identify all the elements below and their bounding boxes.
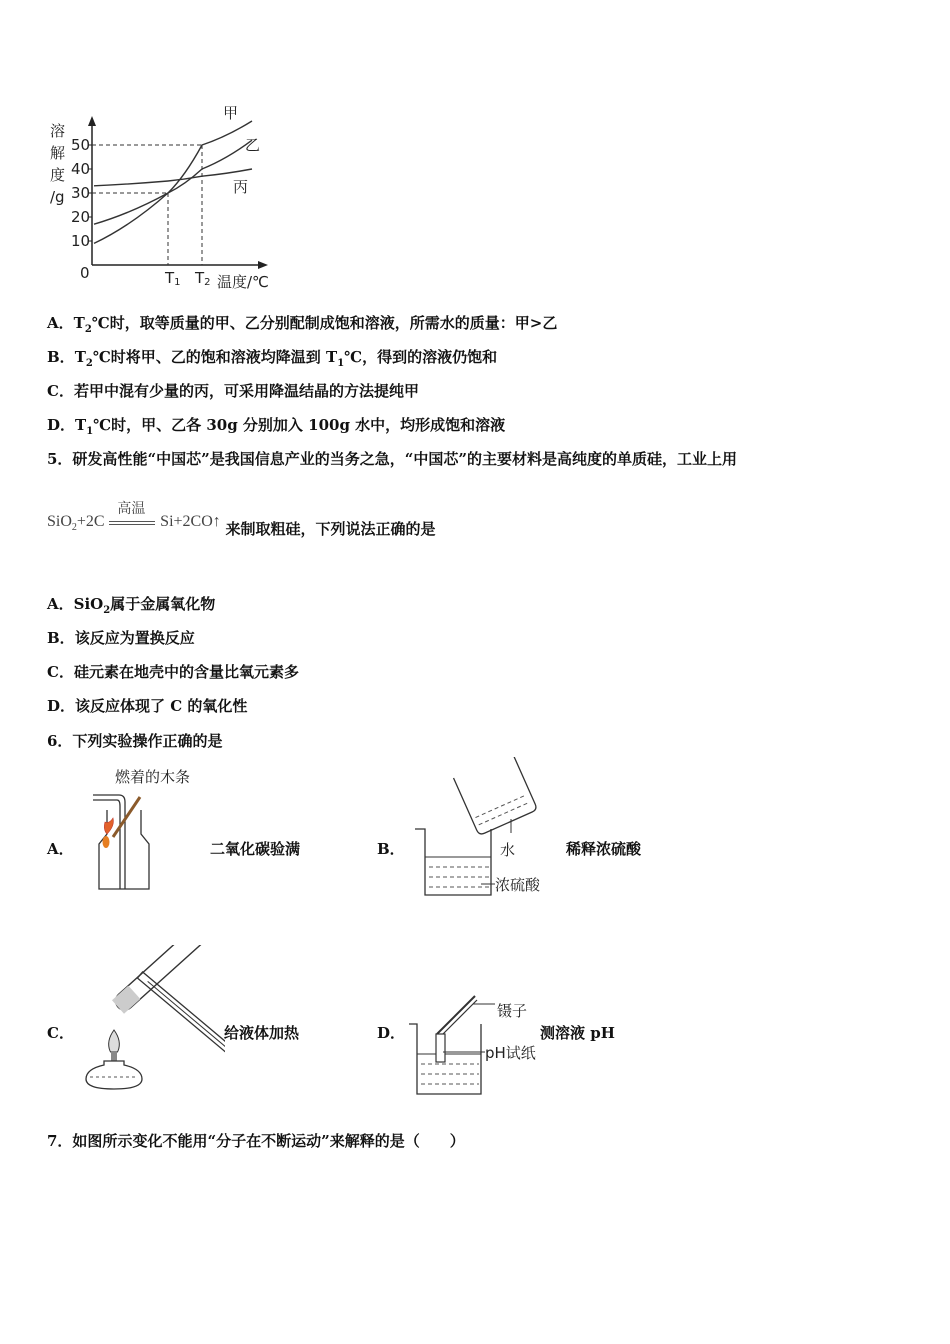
test-tube-holder (137, 972, 225, 1055)
q4-option-a: A．$T_2℃$时，取等质量的甲、乙分别配制成饱和溶液，所需水的质量：甲>乙 (47, 314, 558, 335)
y-tick-label: 30 (71, 184, 91, 202)
q6-option-c-caption: 给液体加热 (224, 1024, 300, 1042)
series-label-jia: 甲 (223, 104, 239, 122)
y-tick-label: 10 (71, 232, 91, 250)
conc-acid-label: 浓硫酸 (495, 876, 541, 894)
solubility-chart (40, 100, 290, 300)
q5-option-a: A．SiO$_2$属于金属氧化物 (47, 595, 216, 616)
q6-option-a-letter: A． (47, 840, 74, 858)
series-label-bing: 丙 (233, 178, 249, 196)
y-tick-label: 20 (71, 208, 91, 226)
heat-liquid-figure (80, 945, 225, 1095)
q4-option-d: D．$T_1℃$时，甲、乙各 30g 分别加入 100g 水中，均形成饱和溶液 (47, 416, 506, 437)
water-label: 水 (500, 841, 516, 859)
q5-stem: 5．研发高性能“中国芯”是我国信息产业的当务之急，“中国芯”的主要材料是高纯度的单质硅，工业上用 (47, 450, 737, 468)
ph-test-figure (403, 990, 543, 1098)
y-label-char-4: /g (50, 188, 65, 206)
x-tick-t1: T1 (165, 269, 181, 288)
flame-core-icon (103, 836, 110, 848)
q6-option-d-letter: D． (377, 1024, 406, 1042)
curve-series-2 (94, 169, 252, 186)
origin-label: 0 (80, 264, 90, 282)
y-label-char-3: 度 (50, 166, 66, 184)
x-tick-t2: T2 (195, 269, 211, 288)
wooden-stick (113, 797, 140, 837)
test-tube (112, 945, 212, 1014)
q7-stem: 7．如图所示变化不能用“分子在不断运动”来解释的是（ ） (47, 1132, 465, 1150)
lamp-wick (111, 1051, 117, 1061)
x-axis-label: 温度/℃ (217, 273, 269, 291)
q4-option-c: C．若甲中混有少量的丙，可采用降温结晶的方法提纯甲 (47, 382, 419, 400)
q6-option-b-caption: 稀释浓硫酸 (566, 840, 642, 858)
curve-series-1 (94, 140, 252, 224)
q6-option-b-letter: B． (377, 840, 405, 858)
q6-option-a-caption: 二氧化碳验满 (210, 840, 301, 858)
q5-stem-tail: 来制取粗硅，下列说法正确的是 (225, 520, 436, 538)
y-tick-label: 50 (71, 136, 91, 154)
flame-icon (104, 818, 113, 834)
alcohol-lamp (86, 1061, 142, 1089)
y-label-char-2: 解 (50, 144, 66, 162)
co2-full-test-figure (85, 762, 225, 897)
q5-option-c: C．硅元素在地壳中的含量比氧元素多 (47, 663, 299, 681)
q5-option-b: B．该反应为置换反应 (47, 629, 195, 647)
tweezers (437, 996, 475, 1034)
q4-option-b: B．$T_2℃$时将甲、乙的饱和溶液均降温到 $T_1℃$，得到的溶液仍饱和 (47, 348, 498, 369)
y-tick-label: 40 (71, 160, 91, 178)
equation-reactants: SiO$_2$+2C (47, 513, 105, 534)
equation-products: Si+2CO↑ (160, 513, 221, 530)
pouring-beaker (454, 757, 538, 836)
curve-series-0 (94, 121, 252, 243)
q6-option-c-letter: C． (47, 1024, 74, 1042)
receiving-beaker (415, 829, 491, 895)
y-axis-arrow (88, 116, 96, 126)
dilute-acid-figure (405, 757, 560, 902)
x-axis-arrow (258, 261, 268, 269)
q6-option-d-caption: 测溶液 pH (540, 1024, 615, 1042)
burning-stick-label: 燃着的木条 (115, 768, 191, 786)
q5-option-d: D．该反应体现了 C 的氧化性 (47, 697, 248, 715)
q5-equation-line (47, 502, 436, 538)
series-label-yi: 乙 (245, 136, 261, 154)
flame-icon (109, 1030, 120, 1054)
y-label-char-1: 溶 (50, 122, 66, 140)
equation-condition: 高温 (109, 510, 155, 530)
tweezers-label: 镊子 (497, 1002, 528, 1020)
q6-stem: 6．下列实验操作正确的是 (47, 732, 223, 750)
ph-paper-label: pH试纸 (485, 1044, 536, 1062)
ph-paper (436, 1034, 445, 1062)
